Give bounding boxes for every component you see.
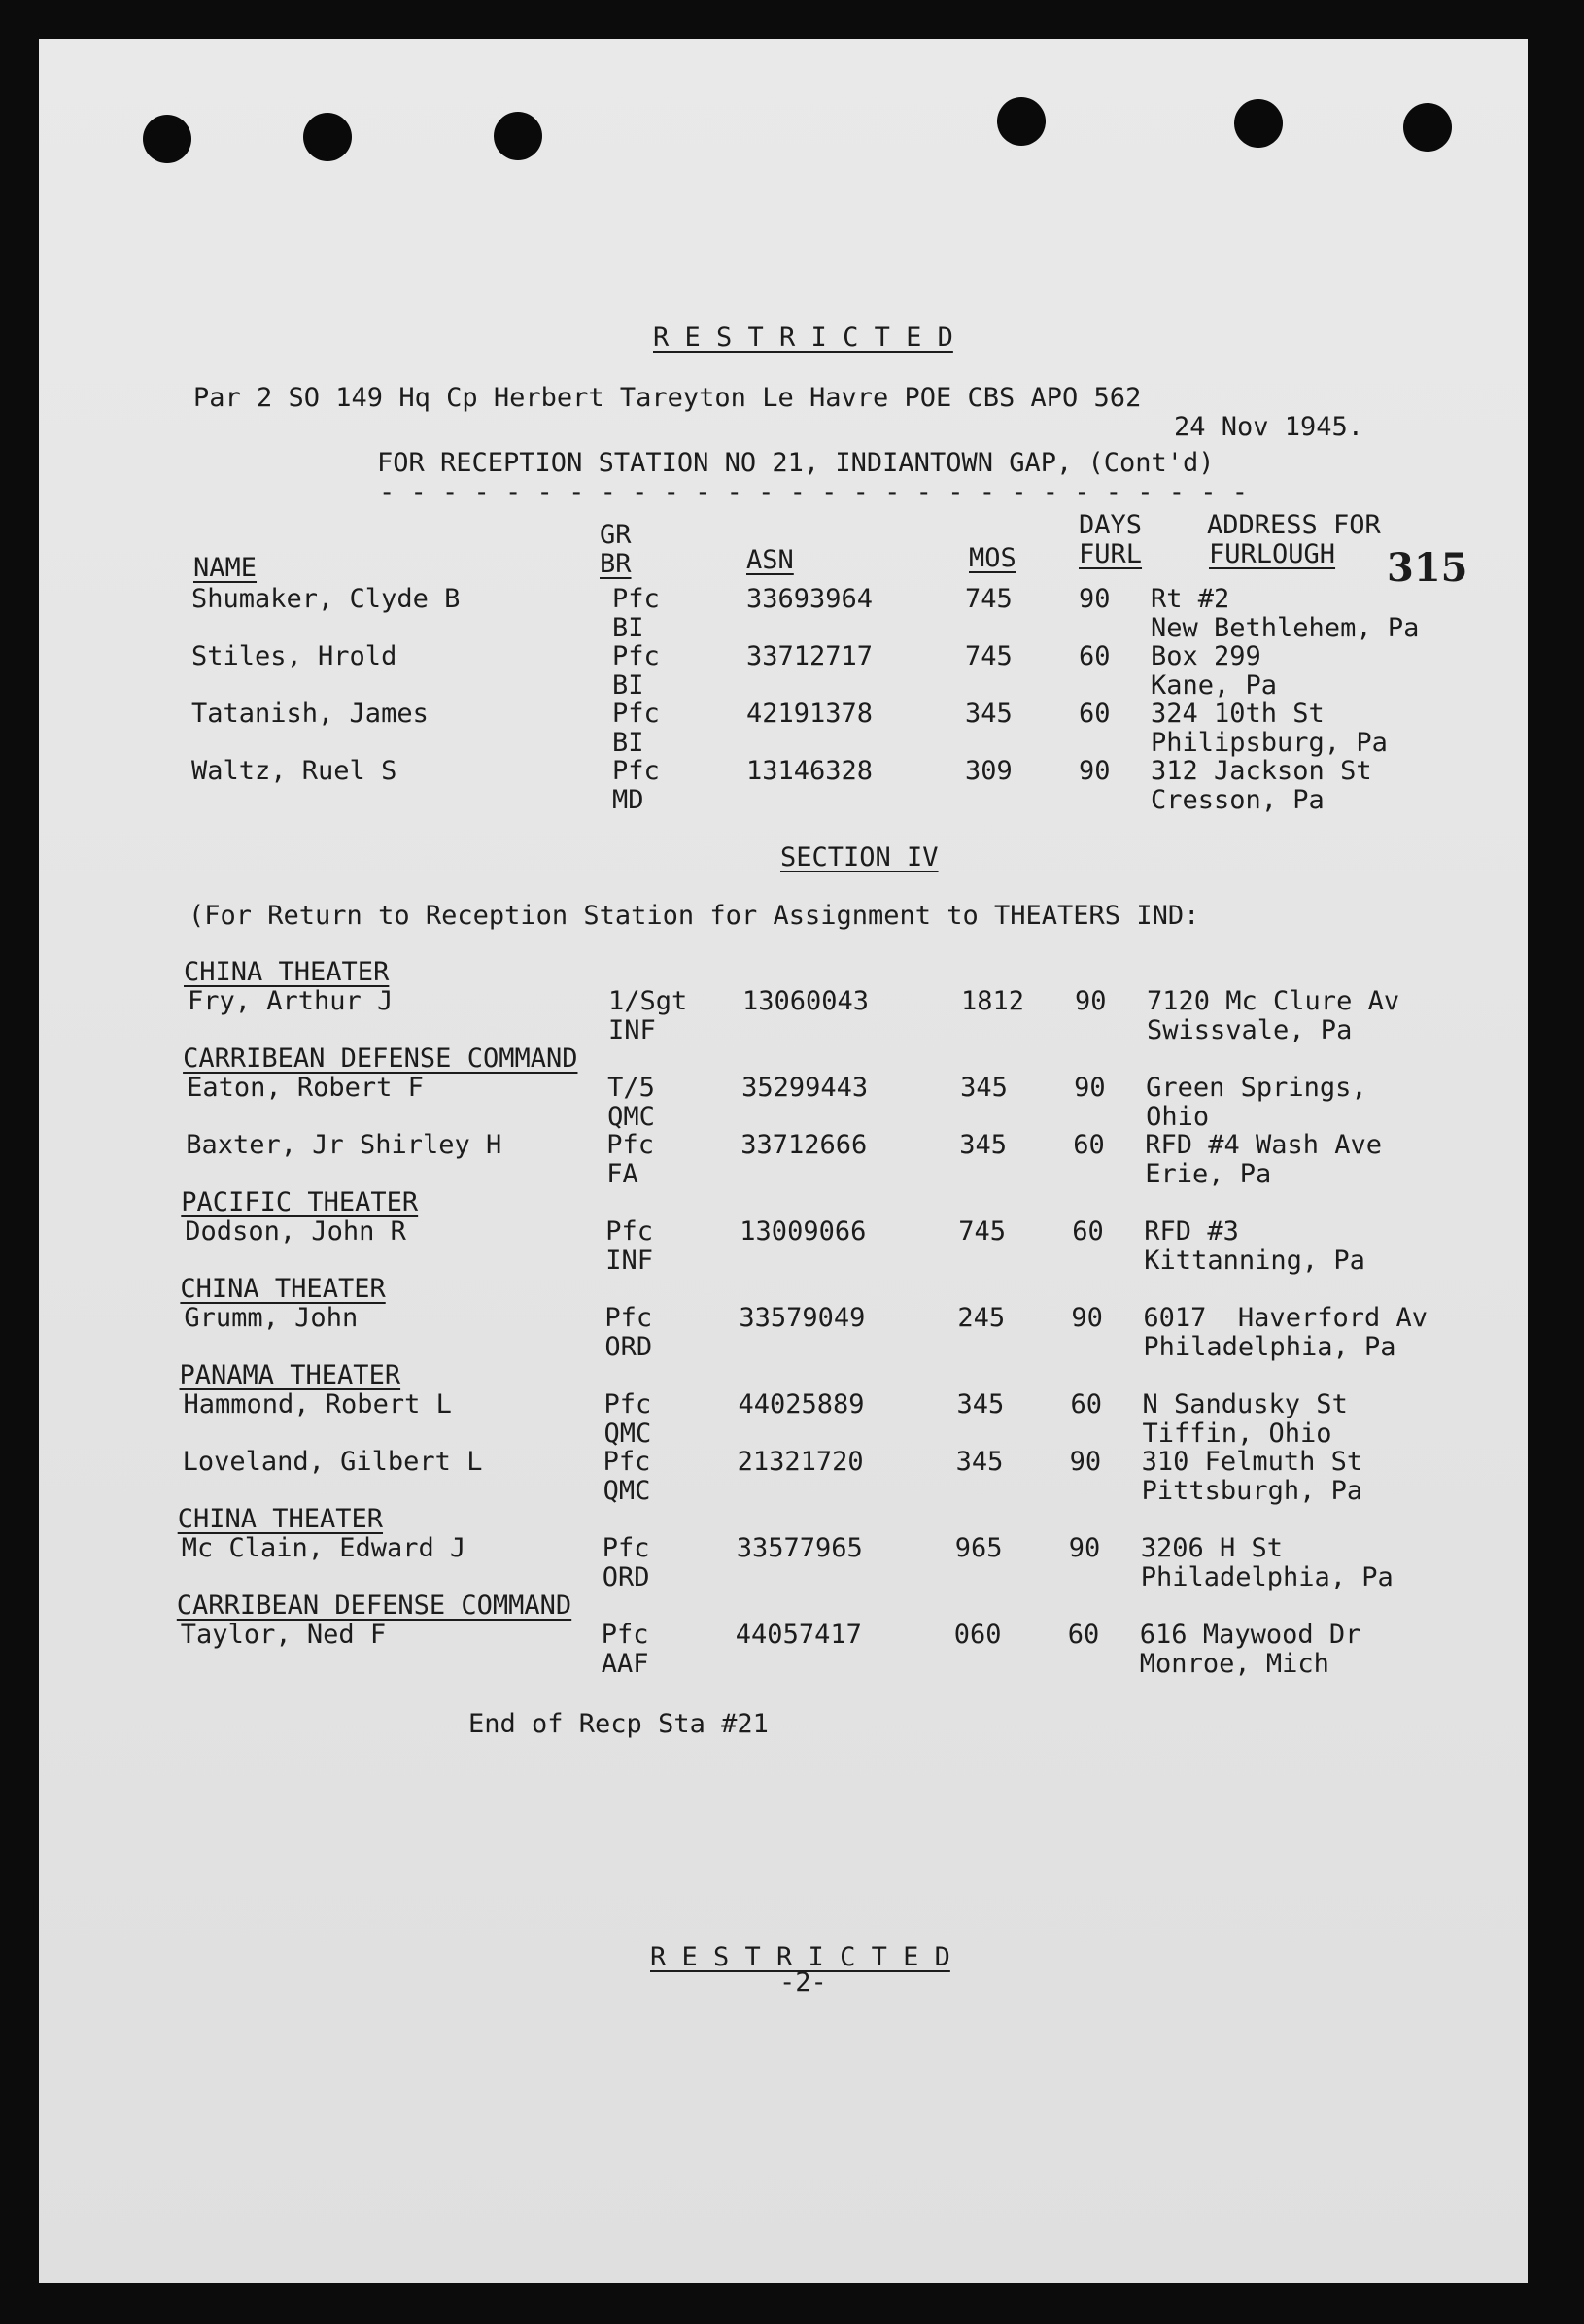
row-branch: AAF	[601, 1649, 649, 1679]
row-branch: ORD	[602, 1562, 650, 1592]
row-grade: Pfc	[612, 641, 660, 671]
row-address-line2: Swissvale, Pa	[1147, 1015, 1353, 1045]
row-grade: Pfc	[601, 1620, 649, 1650]
row-name: Stiles, Hrold	[191, 641, 397, 671]
theater-heading: CHINA THEATER	[184, 957, 390, 987]
row-address-line1: 6017 Haverford Av	[1143, 1303, 1428, 1333]
row-days: 90	[1075, 986, 1107, 1016]
classification-footer: R E S T R I C T E D	[650, 1942, 950, 1972]
row-asn: 35299443	[741, 1073, 869, 1103]
row-days: 90	[1074, 1073, 1106, 1103]
row-grade: Pfc	[602, 1533, 650, 1563]
order-date: 24 Nov 1945.	[1174, 412, 1364, 442]
row-branch: INF	[608, 1015, 656, 1045]
row-grade: Pfc	[605, 1216, 654, 1247]
station-line: FOR RECEPTION STATION NO 21, INDIANTOWN GAP, (Cont'd)	[377, 448, 1215, 478]
row-days: 60	[1079, 699, 1111, 729]
row-branch: QMC	[603, 1418, 652, 1449]
col-days-line2: FURL	[1079, 539, 1143, 569]
row-name: Fry, Arthur J	[188, 986, 394, 1016]
row-address-line2: New Bethlehem, Pa	[1151, 613, 1420, 643]
row-name: Baxter, Jr Shirley H	[186, 1130, 502, 1160]
end-note: End of Recp Sta #21	[468, 1709, 769, 1739]
row-mos: 345	[955, 1447, 1004, 1477]
row-days: 60	[1079, 641, 1111, 671]
row-grade: Pfc	[606, 1130, 654, 1160]
row-address-line2: Philadelphia, Pa	[1140, 1562, 1394, 1592]
col-gr-line1: GR	[600, 520, 632, 550]
page-mark: 315	[1387, 545, 1468, 591]
row-asn: 33712717	[746, 641, 874, 671]
row-name: Waltz, Ruel S	[191, 756, 397, 786]
row-address-line1: Green Springs,	[1146, 1073, 1367, 1103]
row-mos: 745	[965, 641, 1013, 671]
punch-hole	[494, 112, 542, 160]
row-branch: QMC	[607, 1102, 655, 1132]
row-grade: Pfc	[603, 1389, 652, 1419]
row-asn: 33693964	[746, 584, 874, 614]
row-name: Mc Clain, Edward J	[181, 1533, 466, 1563]
row-address-line2: Tiffin, Ohio	[1142, 1418, 1332, 1449]
punch-hole	[1403, 103, 1452, 152]
row-days: 90	[1069, 1447, 1102, 1477]
theater-heading: PACIFIC THEATER	[181, 1187, 419, 1217]
order-line: Par 2 SO 149 Hq Cp Herbert Tareyton Le Havre POE CBS APO 562	[193, 383, 1142, 413]
theater-heading: PANAMA THEATER	[179, 1360, 401, 1390]
row-address-line2: Kane, Pa	[1151, 670, 1278, 701]
row-grade: Pfc	[612, 584, 660, 614]
col-days-line1: DAYS	[1079, 510, 1143, 540]
row-asn: 42191378	[746, 699, 874, 729]
row-mos: 965	[954, 1533, 1003, 1563]
row-name: Grumm, John	[184, 1303, 359, 1333]
row-branch: INF	[605, 1246, 654, 1276]
row-asn: 33712666	[740, 1130, 868, 1160]
row-address-line2: Kittanning, Pa	[1144, 1246, 1365, 1276]
row-asn: 13009066	[740, 1216, 867, 1247]
row-grade: Pfc	[612, 699, 660, 729]
row-days: 90	[1079, 584, 1111, 614]
punch-hole	[997, 97, 1046, 146]
row-address-line2: Erie, Pa	[1145, 1159, 1272, 1189]
row-address-line2: Philipsburg, Pa	[1151, 728, 1388, 758]
row-branch: BI	[612, 613, 644, 643]
row-asn: 33577965	[736, 1533, 863, 1563]
row-address-line1: 310 Felmuth St	[1141, 1447, 1363, 1477]
row-mos: 345	[956, 1389, 1005, 1419]
row-mos: 345	[960, 1073, 1008, 1103]
row-address-line1: RFD #4 Wash Ave	[1145, 1130, 1383, 1160]
row-address-line2: Cresson, Pa	[1151, 785, 1325, 815]
row-address-line1: Box 299	[1151, 641, 1261, 671]
row-name: Loveland, Gilbert L	[182, 1447, 483, 1477]
row-address-line1: Rt #2	[1151, 584, 1230, 614]
row-mos: 345	[959, 1130, 1007, 1160]
row-name: Taylor, Ned F	[180, 1620, 387, 1650]
row-grade: Pfc	[612, 756, 660, 786]
row-days: 60	[1072, 1216, 1104, 1247]
row-address-line2: Ohio	[1146, 1102, 1210, 1132]
row-days: 90	[1071, 1303, 1103, 1333]
row-branch: BI	[612, 670, 644, 701]
punch-hole	[1234, 99, 1283, 148]
row-address-line1: 312 Jackson St	[1151, 756, 1372, 786]
theater-heading: CHINA THEATER	[177, 1504, 384, 1534]
col-gr-line2: BR	[600, 549, 632, 579]
col-name: NAME	[193, 553, 258, 583]
row-asn: 13060043	[742, 986, 870, 1016]
row-address-line1: N Sandusky St	[1142, 1389, 1348, 1419]
page-number: -2-	[779, 1967, 827, 1998]
row-address-line1: 616 Maywood Dr	[1139, 1620, 1361, 1650]
row-asn: 44057417	[735, 1620, 862, 1650]
theater-heading: CARRIBEAN DEFENSE COMMAND	[176, 1590, 572, 1621]
row-mos: 309	[965, 756, 1013, 786]
row-mos: 745	[965, 584, 1013, 614]
row-branch: QMC	[603, 1476, 651, 1506]
row-address-line2: Philadelphia, Pa	[1143, 1332, 1396, 1362]
row-name: Dodson, John R	[185, 1216, 406, 1247]
row-asn: 21321720	[737, 1447, 864, 1477]
row-mos: 745	[958, 1216, 1007, 1247]
row-grade: Pfc	[603, 1447, 651, 1477]
row-name: Eaton, Robert F	[187, 1073, 424, 1103]
col-asn: ASN	[746, 545, 794, 575]
row-days: 90	[1068, 1533, 1101, 1563]
row-name: Shumaker, Clyde B	[191, 584, 461, 614]
row-days: 60	[1070, 1389, 1103, 1419]
col-mos: MOS	[969, 543, 1016, 573]
row-branch: MD	[612, 785, 644, 815]
section-intro: (For Return to Reception Station for Assignment to THEATERS IND:	[189, 901, 1200, 931]
row-mos: 345	[965, 699, 1013, 729]
row-grade: Pfc	[604, 1303, 653, 1333]
punch-hole	[143, 115, 191, 163]
row-name: Hammond, Robert L	[183, 1389, 452, 1419]
row-branch: BI	[612, 728, 644, 758]
row-address-line1: 3206 H St	[1140, 1533, 1283, 1563]
row-address-line2: Monroe, Mich	[1139, 1649, 1329, 1679]
col-address-line1: ADDRESS FOR	[1207, 510, 1381, 540]
row-asn: 13146328	[746, 756, 874, 786]
row-grade: 1/Sgt	[608, 986, 688, 1016]
row-address-line1: 324 10th St	[1151, 699, 1325, 729]
col-address-line2: FURLOUGH	[1209, 539, 1336, 569]
row-days: 60	[1073, 1130, 1105, 1160]
row-days: 60	[1067, 1620, 1100, 1650]
row-days: 90	[1079, 756, 1111, 786]
classification-header: R E S T R I C T E D	[653, 323, 953, 353]
dash-rule: - - - - - - - - - - - - - - - - - - - - - - - - - - - -	[379, 477, 1249, 507]
section-title: SECTION IV	[780, 842, 939, 872]
row-asn: 44025889	[738, 1389, 865, 1419]
row-address-line1: RFD #3	[1144, 1216, 1239, 1247]
row-grade: T/5	[607, 1073, 655, 1103]
row-mos: 1812	[961, 986, 1025, 1016]
punch-hole	[303, 113, 352, 161]
row-name: Tatanish, James	[191, 699, 429, 729]
row-branch: ORD	[604, 1332, 653, 1362]
row-mos: 245	[957, 1303, 1006, 1333]
row-branch: FA	[606, 1159, 638, 1189]
row-address-line2: Pittsburgh, Pa	[1141, 1476, 1363, 1506]
theater-heading: CHINA THEATER	[180, 1274, 386, 1304]
row-address-line1: 7120 Mc Clure Av	[1147, 986, 1400, 1016]
row-mos: 060	[953, 1620, 1002, 1650]
row-asn: 33579049	[739, 1303, 866, 1333]
theater-heading: CARRIBEAN DEFENSE COMMAND	[183, 1043, 578, 1074]
